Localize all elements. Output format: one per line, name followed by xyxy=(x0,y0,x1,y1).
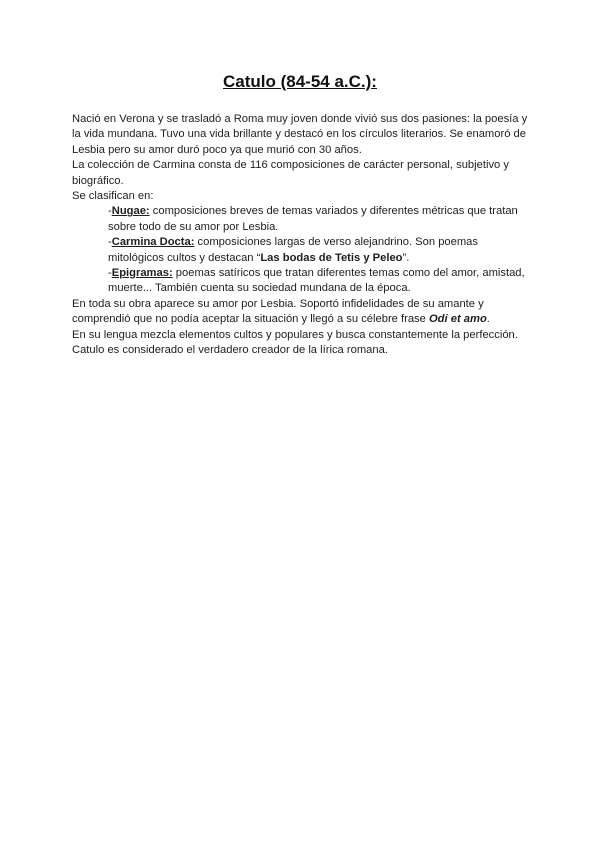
list-item-text: composiciones breves de temas variados y diferentes métricas que tratan sobre todo de su amor por Lesbia. xyxy=(108,205,518,233)
list-item-carmina-docta xyxy=(72,235,532,266)
poem-title: Las bodas de Tetis y Peleo xyxy=(260,251,403,264)
list-item-nugae xyxy=(72,204,532,235)
term-epigramas: Epigramas: xyxy=(111,267,173,280)
paragraph-lesbia xyxy=(72,297,532,328)
list-item-text: poemas satíricos que tratan diferentes temas como del amor, amistad, muerte... También cuenta su sociedad mundana de la época. xyxy=(108,267,525,295)
paragraph-carmina: La colección de Carmina consta de 116 composiciones de carácter personal, subjetivo y biográfico. xyxy=(72,159,509,187)
paragraph-conclusion: Catulo es considerado el verdadero creador de la lírica romana. xyxy=(72,344,388,357)
list-dash: - xyxy=(108,236,112,249)
list-item-epigramas xyxy=(72,266,532,297)
document-body xyxy=(72,112,532,359)
paragraph-lesbia-end: . xyxy=(486,313,490,326)
famous-quote: Odi et amo xyxy=(428,313,487,326)
paragraph-classification-intro: Se clasifican en: xyxy=(72,190,154,203)
page-title: Catulo (84-54 a.C.): xyxy=(223,72,377,91)
list-dash: - xyxy=(108,267,112,280)
term-carmina-docta: Carmina Docta: xyxy=(111,236,195,249)
list-dash: - xyxy=(108,205,112,218)
term-nugae: Nugae: xyxy=(111,205,150,218)
list-item-text-end: ”. xyxy=(402,251,410,264)
list-item-text: composiciones largas de verso alejandrino. Son poemas mitológicos cultos y destacan “ xyxy=(108,236,478,264)
paragraph-language: En su lengua mezcla elementos cultos y populares y busca constantemente la perfección. xyxy=(72,328,518,341)
paragraph-biography: Nació en Verona y se trasladó a Roma muy joven donde vivió sus dos pasiones: la poesía y la vida mundana. Tuvo una vida brillante y destacó en los círculos literarios. Se enamoró de Lesbia pero su amor duró poco ya que murió con 30 años. xyxy=(72,113,528,156)
paragraph-lesbia-text: En toda su obra aparece su amor por Lesbia. Soportó infidelidades de su amante y comprendió que no podía aceptar la situación y llegó a su célebre frase xyxy=(72,297,484,326)
